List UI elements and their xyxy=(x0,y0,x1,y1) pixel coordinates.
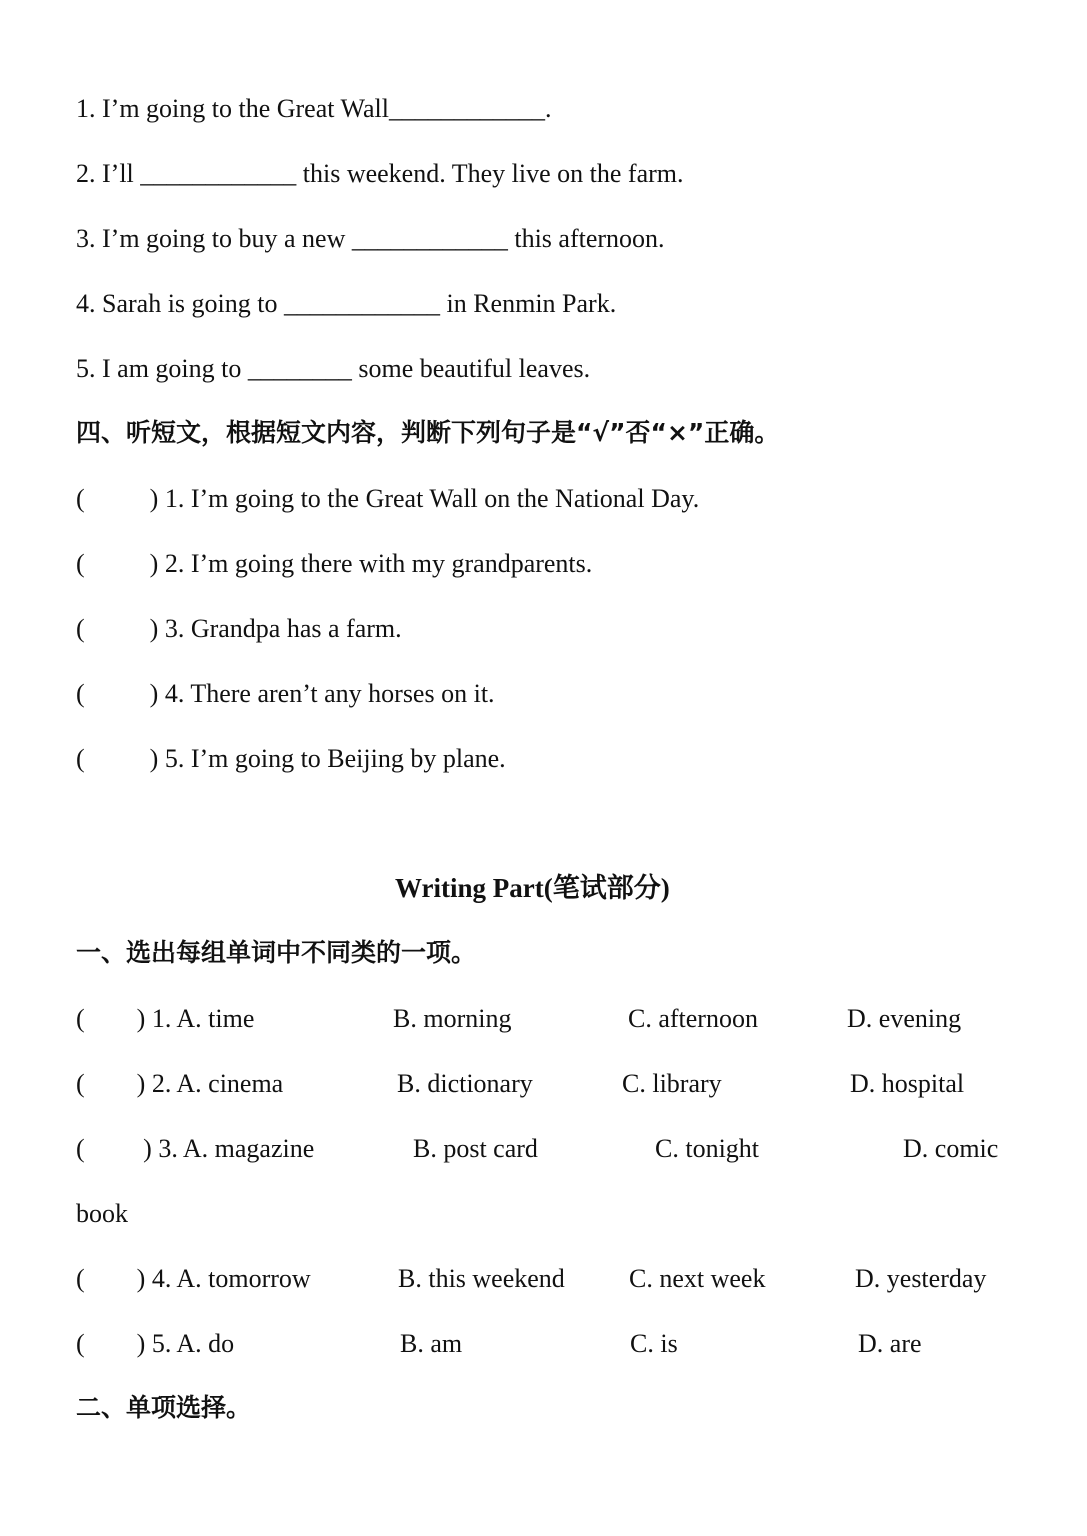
choice-5-c: C. is xyxy=(630,1329,678,1358)
choice-2-d: D. hospital xyxy=(850,1069,965,1098)
choice-2-a: ( ) 2. A. cinema xyxy=(76,1069,284,1098)
choice-5-d: D. are xyxy=(858,1329,922,1358)
fill-blank-5: 5. I am going to ________ some beautiful leaves. xyxy=(76,354,591,383)
judge-item-2: ( ) 2. I’m going there with my grandparents. xyxy=(76,549,593,578)
section-2-heading: 二、单项选择。 xyxy=(76,1393,252,1422)
choice-4-a: ( ) 4. A. tomorrow xyxy=(76,1264,311,1293)
section-1-heading: 一、选出每组单词中不同类的一项。 xyxy=(76,938,477,967)
choice-1-d: D. evening xyxy=(847,1004,962,1033)
fill-blank-4: 4. Sarah is going to ____________ in Renmin Park. xyxy=(76,289,617,318)
fill-blank-2: 2. I’ll ____________ this weekend. They live on the farm. xyxy=(76,159,684,188)
choice-3-c: C. tonight xyxy=(655,1134,760,1163)
choice-4-c: C. next week xyxy=(629,1264,766,1293)
choice-3-d: D. comic xyxy=(903,1134,999,1163)
fill-blank-3: 3. I’m going to buy a new ____________ this afternoon. xyxy=(76,224,665,253)
choice-1-b: B. morning xyxy=(393,1004,512,1033)
choice-3-b: B. post card xyxy=(413,1134,538,1163)
choice-2-c: C. library xyxy=(622,1069,722,1098)
choice-4-d: D. yesterday xyxy=(855,1264,987,1293)
choice-1-a: ( ) 1. A. time xyxy=(76,1004,255,1033)
section-4-heading: 四、听短文，根据短文内容，判断下列句子是“√”否“×”正确。 xyxy=(76,418,780,447)
writing-part-title: Writing Part(笔试部分) xyxy=(395,873,670,903)
choice-2-b: B. dictionary xyxy=(397,1069,533,1098)
choice-3-wrap: book xyxy=(76,1199,128,1228)
choice-1-c: C. afternoon xyxy=(628,1004,758,1033)
choice-3-a: ( ) 3. A. magazine xyxy=(76,1134,315,1163)
fill-blank-1: 1. I’m going to the Great Wall____________. xyxy=(76,94,552,123)
judge-item-1: ( ) 1. I’m going to the Great Wall on the National Day. xyxy=(76,484,700,513)
choice-5-b: B. am xyxy=(400,1329,463,1358)
judge-item-3: ( ) 3. Grandpa has a farm. xyxy=(76,614,402,643)
choice-4-b: B. this weekend xyxy=(398,1264,565,1293)
judge-item-5: ( ) 5. I’m going to Beijing by plane. xyxy=(76,744,506,773)
choice-5-a: ( ) 5. A. do xyxy=(76,1329,235,1358)
judge-item-4: ( ) 4. There aren’t any horses on it. xyxy=(76,679,495,708)
